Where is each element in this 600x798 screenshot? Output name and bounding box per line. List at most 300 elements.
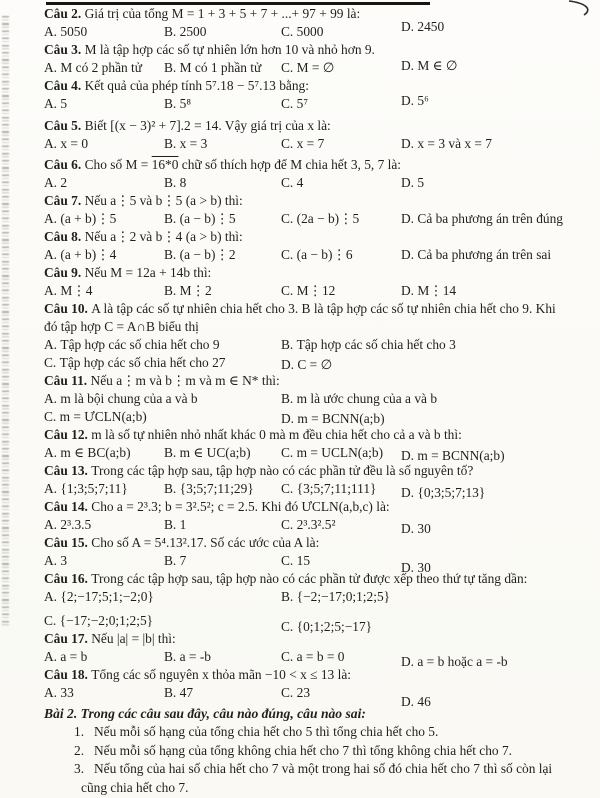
- option: [401, 653, 597, 671]
- option: [401, 447, 597, 465]
- option: [164, 95, 281, 113]
- option-label: B.: [164, 211, 177, 226]
- option: [164, 210, 281, 228]
- option-label: B.: [164, 247, 177, 262]
- question: [44, 498, 597, 534]
- option: [401, 282, 597, 300]
- option-label: C.: [281, 553, 294, 568]
- option-label: A.: [44, 175, 58, 190]
- option: [401, 693, 597, 711]
- options-row: [44, 444, 597, 462]
- option: [401, 210, 597, 228]
- option-label: A.: [44, 136, 58, 151]
- option-label: A.: [44, 391, 58, 406]
- question: [44, 41, 597, 77]
- option: [281, 618, 597, 636]
- option-label: D.: [401, 694, 415, 709]
- option: [164, 135, 281, 153]
- question: [44, 570, 597, 634]
- stem-text: 16*0: [151, 157, 179, 172]
- question-number: Câu 4.: [44, 78, 82, 93]
- option-label: C.: [281, 649, 294, 664]
- option: [44, 552, 164, 570]
- option-label: D.: [401, 448, 415, 463]
- option: [44, 210, 164, 228]
- question-number: Câu 8.: [44, 229, 82, 244]
- options-row: [44, 684, 597, 709]
- option: [44, 95, 164, 113]
- question-number: Câu 15.: [44, 535, 88, 550]
- option-text: (2a − b)⋮5: [296, 211, 360, 226]
- option: [401, 246, 597, 264]
- question-stem: [44, 192, 597, 210]
- option: [44, 612, 281, 630]
- item-text: Nếu mỗi số hạng của tổng không chia hết cho 7 thì tổng không chia hết cho 7.: [94, 742, 512, 758]
- option-text: a = b hoặc a = -b: [417, 654, 508, 669]
- options-row: [44, 552, 597, 575]
- options-row: [44, 648, 597, 669]
- option: [44, 684, 164, 702]
- option-label: B.: [164, 445, 177, 460]
- question: [44, 77, 597, 113]
- option-label: A.: [44, 60, 58, 75]
- option-label: C.: [281, 517, 294, 532]
- question: [44, 228, 597, 264]
- exercise-item: [74, 760, 597, 797]
- option: [44, 516, 164, 534]
- option-label: B.: [164, 175, 177, 190]
- item-number: 2.: [74, 742, 85, 758]
- bai2-items: [44, 723, 597, 797]
- option-text: 23: [296, 685, 311, 700]
- option-label: B.: [164, 136, 177, 151]
- question: [44, 462, 597, 498]
- option-label: D.: [401, 560, 415, 575]
- option-label: B.: [164, 24, 177, 39]
- stem-text: Biết [(x − 3)² + 7].2 = 14. Vậy giá trị của x là:: [84, 118, 331, 133]
- option: [164, 648, 281, 666]
- option-label: B.: [164, 481, 177, 496]
- option-text: 7: [179, 553, 187, 568]
- option: [281, 174, 401, 192]
- option: [281, 390, 597, 408]
- options-row: [44, 588, 597, 634]
- option-text: m là ước chung của a và b: [296, 391, 438, 406]
- option: [401, 484, 597, 502]
- question-number: Câu 18.: [44, 667, 88, 682]
- question-number: Câu 5.: [44, 118, 82, 133]
- option: [281, 210, 401, 228]
- option-text: M⋮4: [60, 283, 93, 298]
- option-label: A.: [44, 211, 58, 226]
- question: [44, 192, 597, 228]
- option-text: Cả ba phương án trên sai: [417, 247, 552, 262]
- option: [44, 408, 281, 426]
- option-label: B.: [281, 391, 294, 406]
- options-row: [44, 59, 597, 77]
- option: [401, 559, 597, 577]
- option-label: D.: [401, 521, 415, 536]
- option: [281, 246, 401, 264]
- stem-text: Giá trị của tổng M = 1 + 3 + 5 + 7 + ...+ 97 + 99 là:: [84, 6, 361, 21]
- options-row: [44, 390, 597, 426]
- option-label: B.: [164, 96, 177, 111]
- option-text: Tập hợp các số chia hết cho 9: [60, 337, 220, 352]
- options-row: [44, 19, 597, 41]
- question-stem: [44, 426, 597, 444]
- question-stem: [44, 318, 597, 336]
- option-text: M ∈ ∅: [417, 58, 458, 73]
- option-label: C.: [281, 445, 294, 460]
- question-number: Câu 9.: [44, 265, 82, 280]
- stem-text: Nếu a⋮2 và b⋮4 (a > b) thì:: [84, 229, 243, 244]
- option: [164, 444, 281, 462]
- option: [44, 23, 164, 41]
- option: [401, 135, 597, 153]
- option-text: 1: [179, 517, 187, 532]
- option-label: A.: [44, 445, 58, 460]
- option-text: 8: [179, 175, 187, 190]
- question: [44, 300, 597, 372]
- item-line: [74, 742, 597, 761]
- option-label: C.: [44, 613, 57, 628]
- option-label: B.: [164, 283, 177, 298]
- question-stem: [44, 156, 597, 174]
- options-row: [44, 95, 597, 113]
- option-text: {1;3;5;7;11}: [60, 481, 128, 496]
- item-text-continued: cũng chia hết cho 7.: [81, 779, 189, 795]
- question-list: [44, 5, 597, 709]
- option-label: B.: [281, 337, 294, 352]
- option: [44, 648, 164, 666]
- option-text: a = b: [60, 649, 88, 664]
- stem-text: Trong các tập hợp sau, tập hợp nào có các phần tử được xếp theo thứ tự tăng dần:: [91, 571, 528, 586]
- option: [281, 684, 401, 702]
- option-text: 4: [296, 175, 304, 190]
- option-text: m = UCLN(a;b): [296, 445, 384, 460]
- option-label: D.: [401, 654, 415, 669]
- option-text: m ∈ UC(a;b): [179, 445, 251, 460]
- option-text: M⋮2: [179, 283, 212, 298]
- option-label: A.: [44, 96, 58, 111]
- question-stem: [44, 264, 597, 282]
- option: [44, 336, 281, 354]
- option-text: {−17;−2;0;1;2;5}: [59, 613, 154, 628]
- option-text: 5⁷: [296, 96, 309, 111]
- option-text: m = BCNN(a;b): [417, 448, 505, 463]
- option-text: (a + b)⋮5: [60, 211, 117, 226]
- option-text: Tập hợp các số chia hết cho 27: [59, 355, 226, 370]
- option-text: 46: [417, 694, 431, 709]
- option-text: 5000: [296, 24, 324, 39]
- option: [164, 59, 281, 77]
- option: [281, 516, 401, 534]
- option: [44, 480, 164, 498]
- option: [164, 480, 281, 498]
- option-text: 47: [179, 685, 194, 700]
- option: [164, 174, 281, 192]
- option-text: 3: [60, 553, 68, 568]
- option-label: C.: [44, 409, 57, 424]
- option: [164, 552, 281, 570]
- option-label: D.: [281, 357, 295, 372]
- option-text: 5: [417, 175, 425, 190]
- option: [44, 390, 281, 408]
- question: [44, 372, 597, 426]
- exercise-item: [74, 723, 597, 742]
- option: [164, 684, 281, 702]
- option-label: C.: [281, 247, 294, 262]
- question-number: Câu 6.: [44, 157, 82, 172]
- exercise-2-section: [44, 704, 597, 797]
- question-number: Câu 13.: [44, 463, 88, 478]
- option-label: D.: [401, 136, 415, 151]
- option-text: 2: [60, 175, 68, 190]
- question: [44, 117, 597, 153]
- option: [44, 444, 164, 462]
- options-row: [44, 336, 597, 372]
- question-stem: [44, 372, 597, 390]
- item-number: 1.: [74, 724, 85, 739]
- option-label: C.: [281, 96, 294, 111]
- option-text: 5: [60, 96, 68, 111]
- option-label: A.: [44, 481, 58, 496]
- option-label: C.: [281, 283, 294, 298]
- option-text: M⋮12: [296, 283, 336, 298]
- option: [401, 18, 597, 36]
- option-label: A.: [44, 589, 58, 604]
- option-text: x = 3: [179, 136, 208, 151]
- option-label: D.: [401, 58, 415, 73]
- option: [281, 95, 401, 113]
- options-row: [44, 480, 597, 498]
- stem-text: Nếu a⋮5 và b⋮5 (a > b) thì:: [84, 193, 243, 208]
- test-content: [44, 5, 597, 797]
- option-text: M có 1 phần tử: [179, 60, 262, 75]
- option-text: 5⁶: [417, 93, 429, 108]
- option-label: D.: [401, 211, 415, 226]
- scan-bleed-artifact: [2, 16, 9, 626]
- stem-text: Kết quả của phép tính 5⁷.18 − 5⁷.13 bằng:: [84, 78, 309, 93]
- option-text: M có 2 phần tử: [60, 60, 143, 75]
- stem-text: chữ số thích hợp để M chia hết 3, 5, 7 là:: [178, 157, 402, 172]
- option-label: C.: [281, 175, 294, 190]
- option-label: A.: [44, 553, 58, 568]
- options-row: [44, 246, 597, 264]
- option-text: x = 3 và x = 7: [417, 136, 493, 151]
- item-text: Nếu mỗi số hạng của tổng chia hết cho 5 thì tổng chia hết cho 5.: [94, 724, 439, 739]
- option: [281, 588, 597, 606]
- option: [44, 588, 281, 606]
- option-label: A.: [44, 517, 58, 532]
- question-number: Câu 17.: [44, 631, 88, 646]
- option: [44, 282, 164, 300]
- option-label: C.: [281, 211, 294, 226]
- item-text: Nếu tổng của hai số chia hết cho 7 và một trong hai số đó chia hết cho 7 thì số còn lại: [94, 761, 553, 776]
- stem-text: A là tập các số tự nhiên chia hết cho 3. B là tập hợp các số tự nhiên chia hết cho 9. Khi: [91, 301, 556, 316]
- option-label: C.: [281, 619, 294, 634]
- options-row: [44, 282, 597, 300]
- item-line: [74, 723, 597, 742]
- option-label: D.: [401, 485, 415, 500]
- option-label: A.: [44, 649, 58, 664]
- question: [44, 534, 597, 575]
- options-row: [44, 210, 597, 228]
- option-label: A.: [44, 337, 58, 352]
- option: [281, 336, 597, 354]
- option: [281, 410, 597, 428]
- option: [281, 480, 401, 498]
- question: [44, 426, 597, 462]
- option: [401, 92, 597, 110]
- option: [44, 59, 164, 77]
- option-label: B.: [281, 589, 294, 604]
- option-text: a = b = 0: [296, 649, 345, 664]
- question-number: Câu 12.: [44, 427, 88, 442]
- stem-text: M là tập hợp các số tự nhiên lớn hơn 10 và nhỏ hơn 9.: [84, 42, 375, 57]
- option-label: B.: [164, 553, 177, 568]
- option-label: A.: [44, 24, 58, 39]
- option: [281, 135, 401, 153]
- question-number: Câu 7.: [44, 193, 82, 208]
- stem-text: Cho số M =: [84, 157, 152, 172]
- option-text: {0;3;5;7;13}: [417, 485, 486, 500]
- option-label: A.: [44, 685, 58, 700]
- option: [44, 135, 164, 153]
- stem-text: Cho a = 2³.3; b = 3².5²; c = 2.5. Khi đó ƯCLN(a,b,c) là:: [91, 499, 390, 514]
- stem-text: Nếu M = 12a + 14b thì:: [84, 265, 212, 280]
- option-label: C.: [281, 24, 294, 39]
- option-text: 30: [417, 521, 431, 536]
- options-row: [44, 174, 597, 192]
- option-text: (a − b)⋮6: [296, 247, 353, 262]
- stem-text: Tổng các số nguyên x thỏa mãn −10 < x ≤ 13 là:: [91, 667, 351, 682]
- question: [44, 156, 597, 192]
- option-text: 5050: [60, 24, 88, 39]
- option-text: M = ∅: [296, 60, 335, 75]
- question-stem: [44, 117, 597, 135]
- option: [281, 23, 401, 41]
- option-text: 30: [417, 560, 431, 575]
- option: [281, 552, 401, 570]
- question-number: Câu 14.: [44, 499, 88, 514]
- option-text: 2³.3².5²: [296, 517, 336, 532]
- option-label: D.: [401, 93, 415, 108]
- option-label: D.: [281, 411, 295, 426]
- option-text: (a − b)⋮2: [179, 247, 236, 262]
- option-text: {2;−17;5;1;−2;0}: [60, 589, 154, 604]
- option-text: 2500: [179, 24, 207, 39]
- option: [164, 282, 281, 300]
- option-label: C.: [281, 685, 294, 700]
- stem-text: Cho số A = 5⁴.13².17. Số các ước của A là:: [91, 535, 320, 550]
- option: [281, 59, 401, 77]
- question-number: Câu 10.: [44, 301, 88, 316]
- option-text: x = 0: [60, 136, 89, 151]
- item-line: [74, 760, 597, 779]
- option-label: B.: [164, 685, 177, 700]
- option-text: (a − b)⋮5: [179, 211, 236, 226]
- question-stem: [44, 228, 597, 246]
- options-row: [44, 135, 597, 153]
- option: [401, 57, 597, 75]
- option-label: B.: [164, 517, 177, 532]
- stem-text: m là số tự nhiên nhỏ nhất khác 0 mà m đều chia hết cho cả a và b thì:: [91, 427, 462, 442]
- options-row: [44, 516, 597, 534]
- option: [401, 174, 597, 192]
- option-text: 2450: [417, 19, 445, 34]
- option-text: a = -b: [179, 649, 211, 664]
- option-text: Tập hợp các số chia hết cho 3: [296, 337, 456, 352]
- option-text: {−2;−17;0;1;2;5}: [296, 589, 391, 604]
- option-label: D.: [401, 247, 415, 262]
- question-number: Câu 2.: [44, 6, 82, 21]
- question: [44, 5, 597, 41]
- question: [44, 666, 597, 709]
- exercise-item: [74, 742, 597, 761]
- option-label: B.: [164, 60, 177, 75]
- stem-text: Nếu |a| = |b| thì:: [91, 631, 176, 646]
- option-text: 33: [60, 685, 74, 700]
- option-label: A.: [44, 283, 58, 298]
- option-label: C.: [281, 60, 294, 75]
- option-text: m = ƯCLN(a;b): [59, 409, 147, 424]
- question: [44, 264, 597, 300]
- option: [281, 648, 401, 666]
- option-text: {3;5;7;11;111}: [296, 481, 377, 496]
- option: [281, 282, 401, 300]
- item-number: 3.: [74, 761, 85, 776]
- option: [281, 444, 401, 462]
- question-number: Câu 11.: [44, 373, 88, 388]
- option: [281, 356, 597, 374]
- option-label: B.: [164, 649, 177, 664]
- option: [164, 23, 281, 41]
- question-stem: [44, 300, 597, 318]
- question-number: Câu 16.: [44, 571, 88, 586]
- option-text: C = ∅: [297, 357, 333, 372]
- option-label: C.: [281, 136, 294, 151]
- option: [164, 246, 281, 264]
- stem-text: Nếu a⋮m và b⋮m và m ∈ N* thì:: [90, 373, 280, 388]
- exercise-2-label: Bài 2.: [44, 706, 81, 721]
- question-number: Câu 3.: [44, 42, 82, 57]
- option: [44, 174, 164, 192]
- option-text: 2³.3.5: [60, 517, 92, 532]
- stem-text: đó tập hợp C = A∩B biểu thị: [44, 319, 199, 334]
- option-label: D.: [401, 283, 415, 298]
- option-label: A.: [44, 247, 58, 262]
- option-label: D.: [401, 175, 415, 190]
- option-text: 15: [296, 553, 311, 568]
- option-text: 5⁸: [179, 96, 192, 111]
- option-label: C.: [44, 355, 57, 370]
- option-text: m ∈ BC(a;b): [60, 445, 131, 460]
- option-text: {3;5;7;11;29}: [179, 481, 254, 496]
- option-text: {0;1;2;5;−17}: [296, 619, 373, 634]
- option: [44, 354, 281, 372]
- option-label: D.: [401, 19, 415, 34]
- option: [44, 246, 164, 264]
- exercise-2-title: Trong các câu sau đây, câu nào đúng, câu nào sai:: [80, 706, 366, 721]
- option-text: Cả ba phương án trên đúng: [417, 211, 564, 226]
- option: [401, 520, 597, 538]
- option-text: M⋮14: [417, 283, 457, 298]
- option-label: C.: [281, 481, 294, 496]
- stem-text: Trong các tập hợp sau, tập hợp nào có các phần tử đều là số nguyên tố?: [91, 463, 474, 478]
- option-text: x = 7: [296, 136, 325, 151]
- option-text: (a + b)⋮4: [60, 247, 117, 262]
